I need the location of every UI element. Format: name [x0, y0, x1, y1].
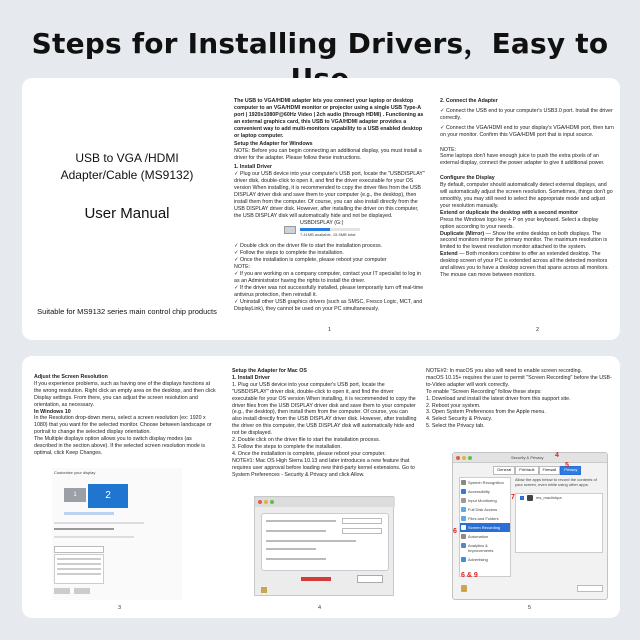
- marker-7: 7: [511, 494, 515, 501]
- extend-mode-text: [440, 251, 614, 279]
- check-icon: ✓: [440, 124, 445, 131]
- duplicate-text: [440, 231, 614, 252]
- mac-note-1: NOTE#1: Mac OS High Sierra 10.13 and later introduces a new feature that requires user approval before loading new third-party kernel extensions. Go to System Preferences - Security & Privacy and click Allow.: [232, 457, 415, 478]
- marker-5: 5: [565, 462, 569, 469]
- allow-button[interactable]: [357, 575, 383, 583]
- list-item[interactable]: [460, 541, 510, 555]
- product-title: USB to VGA /HDMI Adapter/Cable (MS9132): [60, 151, 194, 182]
- manual-spread-top: [22, 78, 620, 340]
- suitable-note: Suitable for MS9132 series main control chip products: [37, 307, 217, 316]
- check-item-3: [234, 257, 426, 264]
- setting-row: [266, 540, 356, 542]
- marker-8-9: 6 & 9: [461, 572, 478, 579]
- configure-text: By default, computer should automatically detect external displays, and will automatically adjust the screen resolution. Sometimes, things don't go smoothly, you may still need to select the appropriate mode and adjust your resolution manually.: [440, 182, 613, 209]
- list-label: Accessibility: [468, 489, 490, 494]
- page-number: 3: [118, 605, 122, 612]
- app-icon: [527, 495, 533, 501]
- lock-icon[interactable]: [461, 585, 467, 592]
- check-icon: ✓: [440, 107, 445, 114]
- step-3: 3. Open System Preferences from the Apple menu.: [426, 409, 546, 416]
- marker-6: 6: [453, 528, 457, 535]
- mac-step-1: 1. Plug our USB device into your computer's USB port, locate the "USBDISPLAY" driver disk, double-click to open it, and find the driver executable for your OS version When installing, it is recommended to copy the driver files from the USB DISPLAY driver disk and save them to your computer (e.g., the desktop), then install them from the computer. Of course, you can also install directly from the USB DISPLAY driver disk. However, after installing the driver on this computer, the USB DISPLAY disk will automatically hide and not be displayed.: [232, 381, 417, 437]
- max-dot[interactable]: [468, 456, 472, 460]
- list-item[interactable]: [460, 555, 510, 564]
- keyboard-icon: [461, 498, 466, 503]
- display-settings-screenshot: [52, 468, 182, 600]
- apps-list: [515, 493, 603, 553]
- install-step-text: [234, 171, 426, 219]
- tab-filevault[interactable]: FileVault: [515, 466, 538, 475]
- note2-text: NOTE#2: In macOS you also will need to enable screen recording.: [426, 368, 583, 374]
- resolution-list[interactable]: [54, 554, 104, 584]
- manual-spread-bottom: [22, 356, 620, 618]
- duplicate-label: Duplicate (Mirror): [440, 230, 485, 237]
- check-item-1: [234, 243, 426, 250]
- list-item[interactable]: [460, 478, 510, 487]
- list-label: Files and Folders: [468, 516, 499, 521]
- extend-label: Extend: [440, 251, 458, 258]
- note-before: NOTE: Before you can begin connecting an additional display, you must install a driver for the adapter. Please follow these instructions.: [234, 148, 422, 162]
- connect-heading: 2. Connect the Adapter: [440, 98, 498, 104]
- note-item-2: [234, 285, 426, 299]
- disk-item[interactable]: [284, 220, 426, 242]
- list-item-selected[interactable]: [460, 523, 510, 532]
- check-text-3: Once the installation is complete, please reboot your computer: [239, 257, 387, 264]
- check-text-2: Follow the steps to complete the installation.: [239, 250, 344, 257]
- brightness-slider[interactable]: [54, 528, 114, 530]
- check-icon: ✓: [234, 271, 239, 278]
- tab-privacy[interactable]: Privacy: [560, 466, 581, 475]
- step-1: 1. Download and install the latest driver from this support site.: [426, 395, 571, 402]
- connect-text-1: Connect the USB end to your computer's USB3.0 port. Install the driver correctly.: [440, 107, 613, 121]
- allow-row: [261, 575, 389, 583]
- enable-text: To enable "Screen Recording" follow these steps:: [426, 388, 542, 395]
- list-item[interactable]: [57, 563, 101, 565]
- close-dot[interactable]: [258, 500, 262, 504]
- screen-recording-icon: [461, 525, 466, 530]
- app-row[interactable]: [516, 494, 602, 503]
- list-label: Analytics & Improvements: [468, 543, 494, 553]
- setting-row: [266, 530, 326, 532]
- list-label: Full Disk Access: [468, 507, 498, 512]
- app-checkbox[interactable]: [520, 496, 524, 500]
- connect-step-2: [440, 125, 614, 139]
- resolution-page: [22, 356, 222, 618]
- tab-firewall[interactable]: Firewall: [539, 466, 561, 475]
- cancel-button[interactable]: [74, 588, 90, 594]
- check-icon: ✓: [234, 250, 239, 257]
- check-icon: ✓: [234, 284, 239, 291]
- folder-icon: [461, 516, 466, 521]
- page-number: 5: [528, 605, 532, 612]
- power-note: Some laptops don't have enough juice to push the extra pixels of an external display, connect the power adapter to give it additional power.: [440, 153, 605, 167]
- connect-configure-page: [432, 78, 620, 340]
- mac-setup-heading: Setup the Adapter for Mac OS: [232, 368, 307, 374]
- lock-icon[interactable]: [261, 587, 267, 593]
- mac-install-heading: 1. Install Driver: [232, 374, 270, 381]
- list-item[interactable]: [460, 505, 510, 514]
- list-item[interactable]: [460, 514, 510, 523]
- list-item[interactable]: [460, 487, 510, 496]
- setting-line: [54, 522, 144, 524]
- mac-step-4: 4. Once the installation is complete, please reboot your computer.: [232, 450, 386, 457]
- screen-recording-page: [422, 356, 620, 618]
- mac-step-3: 3. Follow the steps to complete the installation.: [232, 443, 342, 450]
- list-item[interactable]: [57, 573, 101, 575]
- page-number: 4: [318, 605, 322, 612]
- note-text-3: Uninstall other USB graphics drivers (such as SMSC, Fresco Logic, MCT, and DisplayLink), they cannot be used on your PC simultaneously.: [234, 298, 423, 312]
- page-number: 1: [328, 327, 332, 334]
- monitor-2[interactable]: 2: [88, 484, 128, 508]
- step-4: 4. Select Security & Privacy.: [426, 416, 493, 423]
- note-label: NOTE:: [440, 146, 457, 153]
- window-toolbar: [255, 497, 395, 507]
- list-item[interactable]: [57, 558, 101, 560]
- duplicate-body: — Show the entire desktop on both displays. The second monitors mirror the primary monitor. The maximum resolution is limited to the lowest resolution monitor attached to the system.: [440, 230, 608, 251]
- window-title: Security & Privacy: [511, 455, 544, 460]
- extend-body: — Both monitors combine to offer an extended desktop. The desktop screen of your PC is extended across all the detected monitors and allows you to have a desktop screen that spans across all monitors. The mouse can move between monitors.: [440, 251, 609, 278]
- settings-panel: [261, 513, 389, 571]
- extend-text: Press the Windows logo key + P on your keyboard. Select a display option according to your needs.: [440, 216, 599, 230]
- list-label: Automation: [468, 534, 489, 539]
- list-label: Advertising: [468, 557, 488, 562]
- resolution-text: If you experience problems, such as having one of the displays functions at the wrong resolution. Right click an empty area on the desktop, and then click Display settings. From there, you can adjust the screen resolution and orientation, as necessary.: [34, 380, 216, 408]
- disk-name: USBDISPLAY (G:): [300, 220, 344, 227]
- apps-pane: [511, 477, 603, 577]
- list-item[interactable]: [460, 532, 510, 541]
- privacy-list: [459, 477, 511, 577]
- mac-step-2: 2. Double click on the driver file to start the installation process.: [232, 437, 381, 444]
- install-driver-heading: 1. Install Driver: [234, 164, 272, 171]
- setting-field[interactable]: [342, 518, 382, 524]
- install-step-body: Plug our USB device into your computer's USB port, locate the "USBDISPLAY" driver disk, double-click to open it, and find the driver executable for your OS version When installing, it is recommended to copy the driver files from the USB DISPLAY driver disk and save them to your computer (e.g., the desktop), then install them from the computer. Of course, you can also install directly from the USB DISPLAY driver disk. However, after installing the driver on this computer, the USB DISPLAY disk will automatically hide and not be displayed.: [234, 171, 425, 219]
- max-dot[interactable]: [270, 500, 274, 504]
- chart-icon: [461, 543, 466, 548]
- close-dot[interactable]: [456, 456, 460, 460]
- note-text-1: If you are working on a company computer, contact your IT specialist to log in as an Administrator having the rights to install the driver.: [234, 271, 421, 284]
- cover-page: [22, 78, 232, 340]
- customize-heading: Customize your display: [54, 470, 96, 475]
- setting-line: [54, 536, 134, 538]
- apply-button[interactable]: [54, 588, 70, 594]
- step-2: 2. Reboot your system.: [426, 402, 481, 409]
- list-label: Speech Recognition: [468, 480, 504, 485]
- advanced-button[interactable]: [577, 585, 603, 592]
- user-manual-heading: User Manual: [84, 205, 170, 222]
- security-privacy-screenshot: [254, 496, 394, 596]
- allow-highlight: [301, 577, 331, 581]
- check-icon: ✓: [234, 171, 239, 178]
- resolution-heading: Adjust the Screen Resolution: [34, 374, 108, 380]
- monitor-1[interactable]: 1: [64, 488, 86, 502]
- page-number: 2: [536, 327, 540, 334]
- security-window: [452, 452, 608, 600]
- tab-general[interactable]: General: [493, 466, 515, 475]
- extend-heading: Extend or duplicate the desktop with a second monitor: [440, 209, 579, 216]
- windows10-text: In the Resolution drop-down menu, select a screen resolution (ex: 1920 x 1080) that you want for the selected monitor. Choose between landscape or portrait to change the selected display orientation.: [34, 415, 212, 436]
- list-item[interactable]: [460, 496, 510, 505]
- note-item-1: [234, 271, 426, 285]
- connect-text-2: Connect the VGA/HDMI end to your display's VGA/HDMI port, then turn on your monitor. Confirm this VGA/HDMI port that is input source.: [440, 124, 614, 138]
- pane-description: Allow the apps below to record the contents of your screen, even while using other apps.: [515, 477, 597, 487]
- accessibility-icon: [461, 489, 466, 494]
- page-title: Steps for Installing Drivers，Easy to: [31, 27, 609, 60]
- disk-usage-fill: [300, 228, 330, 231]
- configure-heading: Configure the Display: [440, 175, 495, 182]
- check-icon: ✓: [234, 298, 239, 305]
- check-icon: ✓: [234, 243, 239, 250]
- setting-row: [266, 558, 326, 560]
- note-item-3: [234, 299, 426, 313]
- disk-usage-bar: [300, 228, 360, 231]
- setting-row: [266, 520, 336, 522]
- identify-link[interactable]: [64, 512, 114, 515]
- list-item[interactable]: [57, 568, 101, 570]
- mic-icon: [461, 480, 466, 485]
- setting-field[interactable]: [342, 528, 382, 534]
- folder-icon: [461, 507, 466, 512]
- marker-4: 4: [555, 452, 559, 459]
- check-text-1: Double click on the driver file to start the installation process.: [239, 243, 383, 250]
- windows-setup-page: [232, 78, 430, 340]
- check-item-2: [234, 250, 426, 257]
- step-5: 5. Select the Privacy tab.: [426, 423, 485, 430]
- window-titlebar: [453, 453, 607, 463]
- note-label: NOTE:: [234, 264, 251, 271]
- app-name: ms_maclinkpa: [536, 495, 562, 500]
- resolution-dropdown[interactable]: [54, 546, 104, 553]
- check-icon: ✓: [234, 257, 239, 264]
- disk-free: 7.41MB available, 15.5MB total: [300, 232, 356, 238]
- connect-step-1: [440, 108, 614, 122]
- megaphone-icon: [461, 557, 466, 562]
- drive-icon: [284, 226, 296, 234]
- macos-requires: macOS 10.15+ requires the user to permit "Screen Recording" before the USB-to-Video adapter will work correctly.: [426, 374, 612, 388]
- min-dot[interactable]: [462, 456, 466, 460]
- windows10-heading: In Windows 10: [34, 408, 71, 415]
- min-dot[interactable]: [264, 500, 268, 504]
- setting-row: [266, 548, 316, 550]
- multiple-displays-text: The Multiple displays option allows you to switch display modes (as described in the section above). If the selected screen resolution mode is optimal, click Keep Changes.: [34, 436, 206, 456]
- intro-text: The USB to VGA/HDMI adapter lets you connect your laptop or desktop computer to an VGA/HDMI monitor or projector using a single USB Type-A port | 1920x1080P@60Hz Video | 2ch audio (through HDMI) . Functioning as an external graphics card, this USB to VGA/HDMI adapter provides a convenient way to add multi-monitors capability to a USB enabled desktop or laptop computer.: [234, 98, 424, 139]
- note-text-2: If the driver was not successfully installed, please temporarily turn off real-time antivirus protection, then reinstall it.: [234, 284, 424, 298]
- list-label: Screen Recording: [468, 525, 501, 530]
- setup-windows-heading: Setup the Adapter for Windows: [234, 141, 313, 148]
- mac-setup-page: [222, 356, 422, 618]
- gear-icon: [461, 534, 466, 539]
- list-label: Input Monitoring: [468, 498, 497, 503]
